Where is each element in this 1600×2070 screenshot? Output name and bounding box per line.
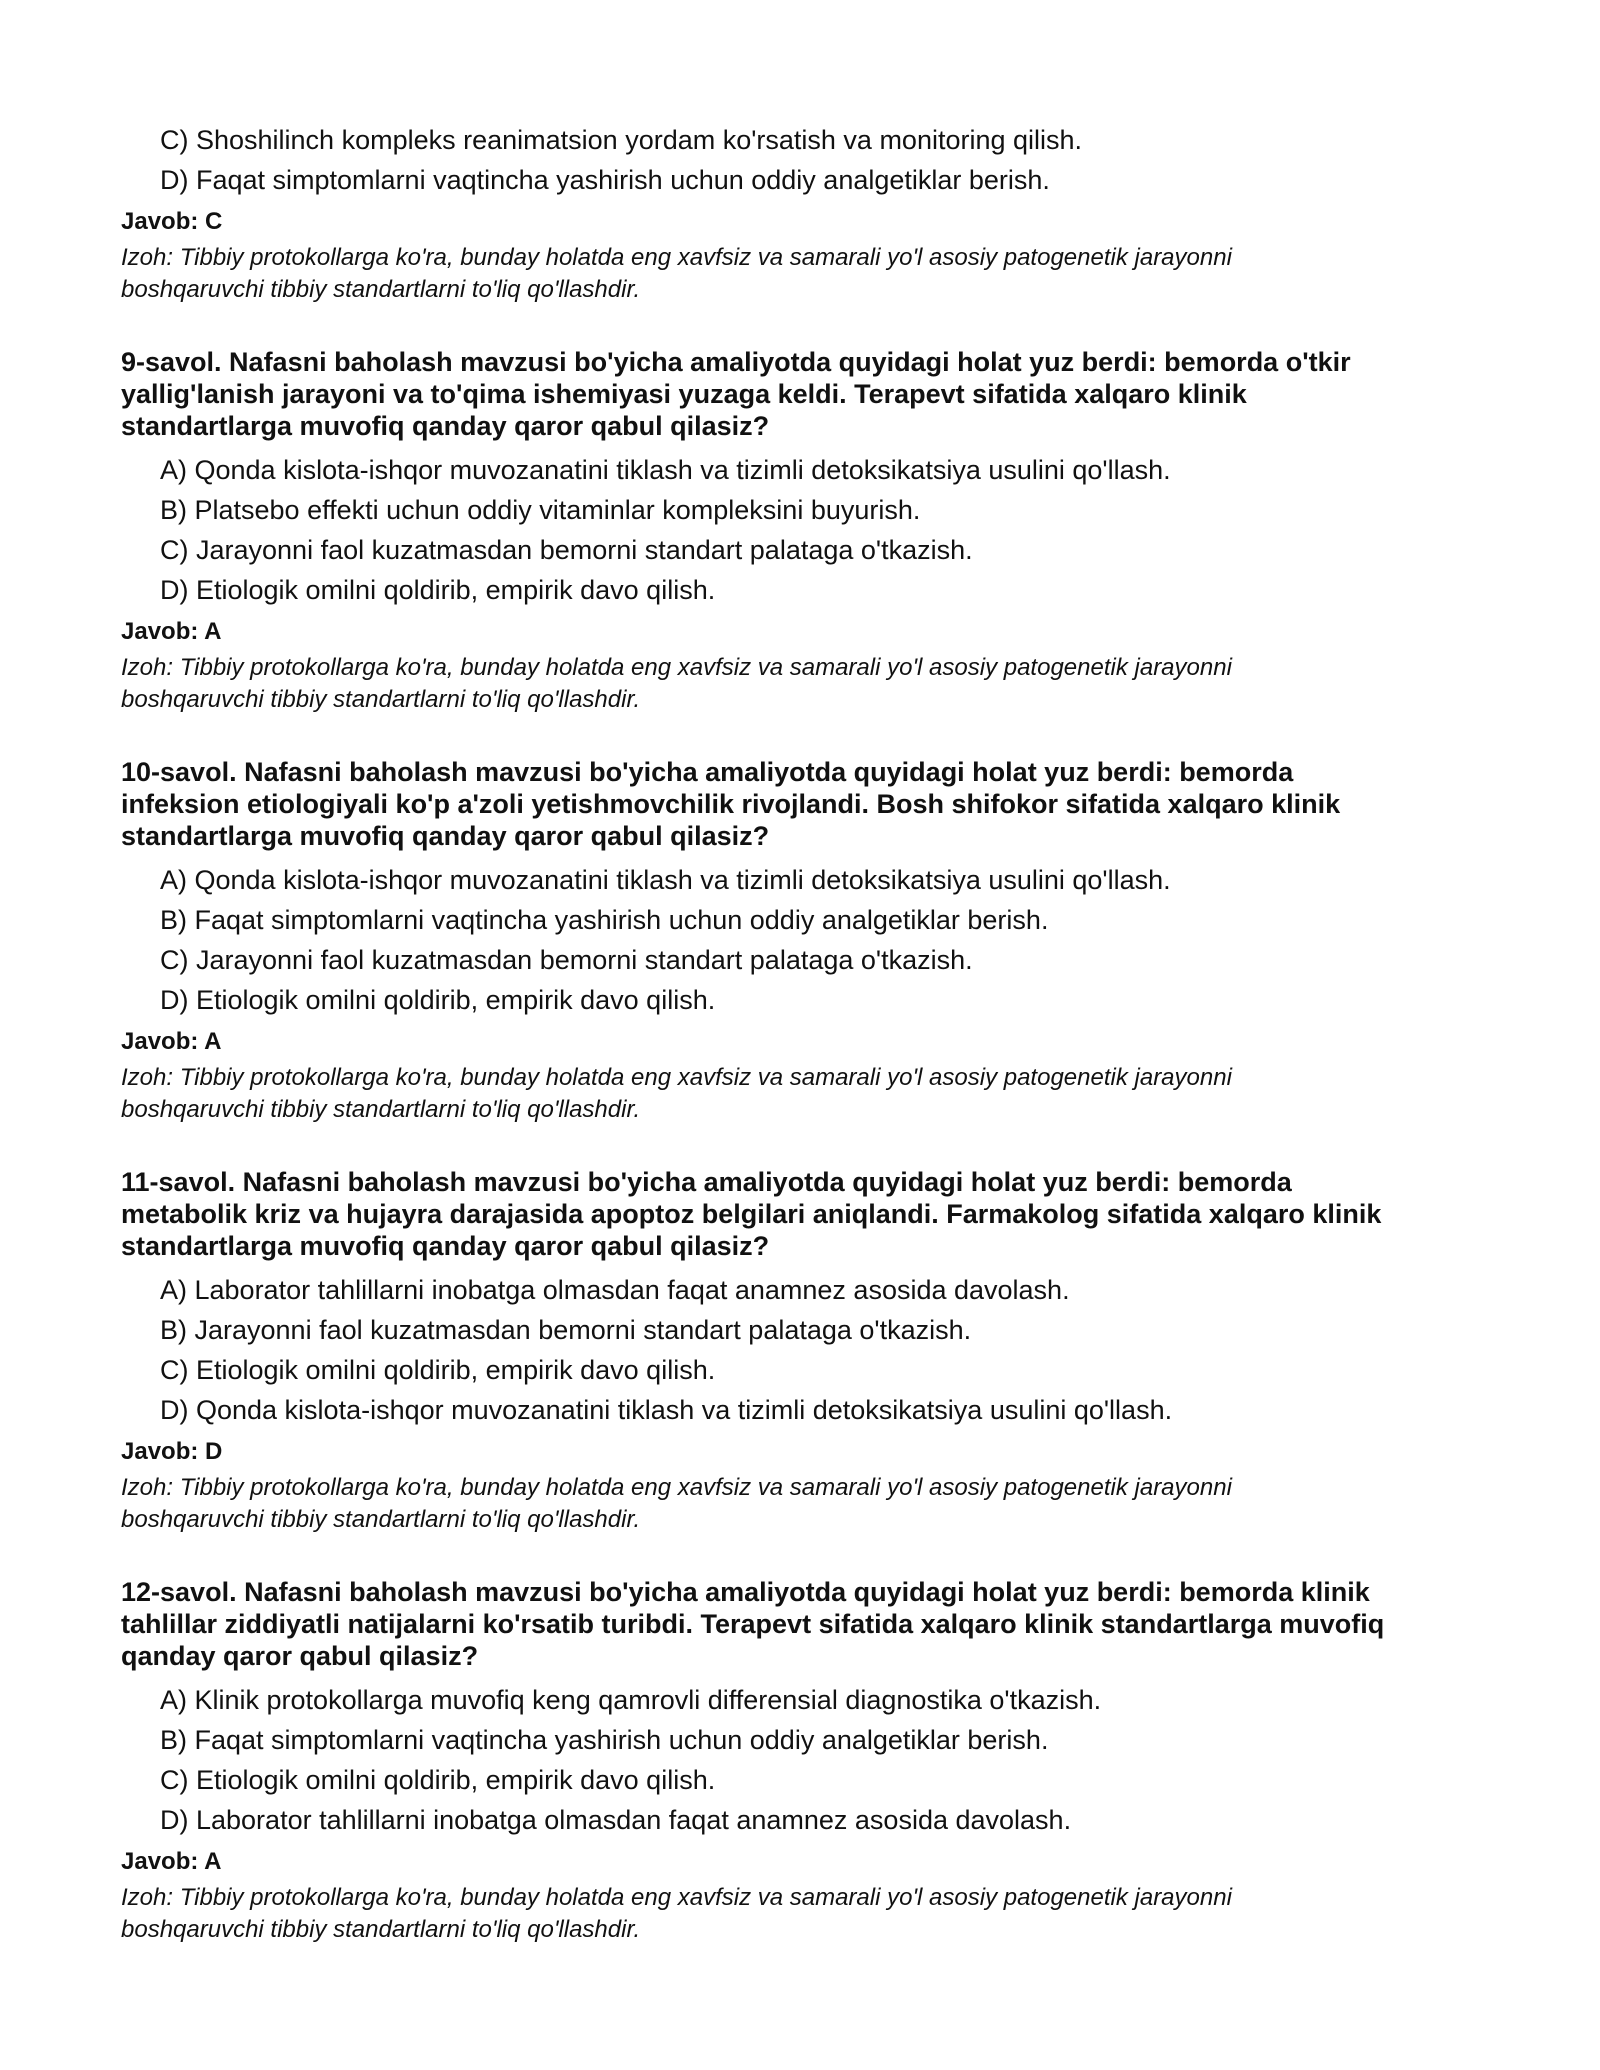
option-c: C) Etiologik omilni qoldirib, empirik davo qilish.: [160, 1765, 716, 1795]
answer-label: Javob: A: [121, 1028, 222, 1055]
explanation-line: boshqaruvchi tibbiy standartlarni to'liq qo'llashdir.: [121, 686, 641, 713]
answer-label: Javob: D: [121, 1438, 223, 1465]
explanation-line: Izoh: Tibbiy protokollarga ko'ra, bunday holatda eng xavfsiz va samarali yo'l asosiy patogenetik jarayonni: [121, 1064, 1232, 1091]
question-10: [121, 756, 1491, 1126]
answer-label: Javob: A: [121, 618, 222, 645]
option-d: D) Etiologik omilni qoldirib, empirik davo qilish.: [160, 575, 716, 605]
question-title-line: tahlillar ziddiyatli natijalarni ko'rsatib turibdi. Terapevt sifatida xalqaro klinik standartlarga muvofiq: [121, 1609, 1385, 1639]
question-title-line: infeksion etiologiyali ko'p a'zoli yetishmovchilik rivojlandi. Bosh shifokor sifatida xalqaro klinik: [121, 789, 1341, 819]
option-a: A) Qonda kislota-ishqor muvozanatini tiklash va tizimli detoksikatsiya usulini qo'llash.: [160, 865, 1171, 895]
option-b: B) Jarayonni faol kuzatmasdan bemorni standart palataga o'tkazish.: [160, 1315, 972, 1345]
question-title-line: yallig'lanish jarayoni va to'qima ishemiyasi yuzaga keldi. Terapevt sifatida xalqaro klinik: [121, 379, 1247, 409]
explanation-line: Izoh: Tibbiy protokollarga ko'ra, bunday holatda eng xavfsiz va samarali yo'l asosiy patogenetik jarayonni: [121, 1884, 1232, 1911]
question-title-line: 9-savol. Nafasni baholash mavzusi bo'yicha amaliyotda quyidagi holat yuz berdi: bemorda o'tkir: [121, 347, 1351, 377]
option-a: A) Klinik protokollarga muvofiq keng qamrovli differensial diagnostika o'tkazish.: [160, 1685, 1102, 1715]
question-title-line: metabolik kriz va hujayra darajasida apoptoz belgilari aniqlandi. Farmakolog sifatida xalqaro klinik: [121, 1199, 1382, 1229]
explanation: [121, 1882, 1491, 1946]
question-title: [121, 1166, 1491, 1262]
document-page: [121, 120, 1491, 1946]
option-b: B) Platsebo effekti uchun oddiy vitaminlar kompleksini buyurish.: [160, 495, 921, 525]
option-b: B) Faqat simptomlarni vaqtincha yashirish uchun oddiy analgetiklar berish.: [160, 1725, 1049, 1755]
option-d: D) Faqat simptomlarni vaqtincha yashirish uchun oddiy analgetiklar berish.: [160, 165, 1050, 195]
explanation: [121, 1472, 1491, 1536]
explanation-line: boshqaruvchi tibbiy standartlarni to'liq qo'llashdir.: [121, 276, 641, 303]
explanation: [121, 1062, 1491, 1126]
question-title: [121, 1576, 1491, 1672]
explanation-line: Izoh: Tibbiy protokollarga ko'ra, bunday holatda eng xavfsiz va samarali yo'l asosiy patogenetik jarayonni: [121, 1474, 1232, 1501]
option-d: D) Qonda kislota-ishqor muvozanatini tiklash va tizimli detoksikatsiya usulini qo'llash.: [160, 1395, 1173, 1425]
option-b: B) Faqat simptomlarni vaqtincha yashirish uchun oddiy analgetiklar berish.: [160, 905, 1049, 935]
question-title-line: qanday qaror qabul qilasiz?: [121, 1641, 479, 1671]
explanation-line: boshqaruvchi tibbiy standartlarni to'liq qo'llashdir.: [121, 1096, 641, 1123]
question-title: [121, 756, 1491, 852]
option-d: D) Laborator tahlillarni inobatga olmasdan faqat anamnez asosida davolash.: [160, 1805, 1072, 1835]
question-title-line: standartlarga muvofiq qanday qaror qabul qilasiz?: [121, 1231, 770, 1261]
question-9: [121, 346, 1491, 716]
explanation: [121, 242, 1491, 306]
question-title: [121, 346, 1491, 442]
question-11: [121, 1166, 1491, 1536]
explanation-line: Izoh: Tibbiy protokollarga ko'ra, bunday holatda eng xavfsiz va samarali yo'l asosiy patogenetik jarayonni: [121, 244, 1232, 271]
question-title-line: 10-savol. Nafasni baholash mavzusi bo'yicha amaliyotda quyidagi holat yuz berdi: bemorda: [121, 757, 1294, 787]
option-c: C) Shoshilinch kompleks reanimatsion yordam ko'rsatish va monitoring qilish.: [160, 125, 1083, 155]
question-title-line: 12-savol. Nafasni baholash mavzusi bo'yicha amaliyotda quyidagi holat yuz berdi: bemorda klinik: [121, 1577, 1370, 1607]
option-c: C) Etiologik omilni qoldirib, empirik davo qilish.: [160, 1355, 716, 1385]
answer-label: Javob: A: [121, 1848, 222, 1875]
answer-label: Javob: C: [121, 208, 223, 235]
option-d: D) Etiologik omilni qoldirib, empirik davo qilish.: [160, 985, 716, 1015]
question-title-line: standartlarga muvofiq qanday qaror qabul qilasiz?: [121, 411, 770, 441]
option-c: C) Jarayonni faol kuzatmasdan bemorni standart palataga o'tkazish.: [160, 945, 973, 975]
question-12: [121, 1576, 1491, 1946]
option-a: A) Laborator tahlillarni inobatga olmasdan faqat anamnez asosida davolash.: [160, 1275, 1070, 1305]
question-8-continued: [121, 120, 1491, 306]
explanation-line: boshqaruvchi tibbiy standartlarni to'liq qo'llashdir.: [121, 1506, 641, 1533]
explanation-line: boshqaruvchi tibbiy standartlarni to'liq qo'llashdir.: [121, 1916, 641, 1943]
option-a: A) Qonda kislota-ishqor muvozanatini tiklash va tizimli detoksikatsiya usulini qo'llash.: [160, 455, 1171, 485]
explanation: [121, 652, 1491, 716]
option-c: C) Jarayonni faol kuzatmasdan bemorni standart palataga o'tkazish.: [160, 535, 973, 565]
question-title-line: standartlarga muvofiq qanday qaror qabul qilasiz?: [121, 821, 770, 851]
explanation-line: Izoh: Tibbiy protokollarga ko'ra, bunday holatda eng xavfsiz va samarali yo'l asosiy patogenetik jarayonni: [121, 654, 1232, 681]
question-title-line: 11-savol. Nafasni baholash mavzusi bo'yicha amaliyotda quyidagi holat yuz berdi: bemorda: [121, 1167, 1292, 1197]
